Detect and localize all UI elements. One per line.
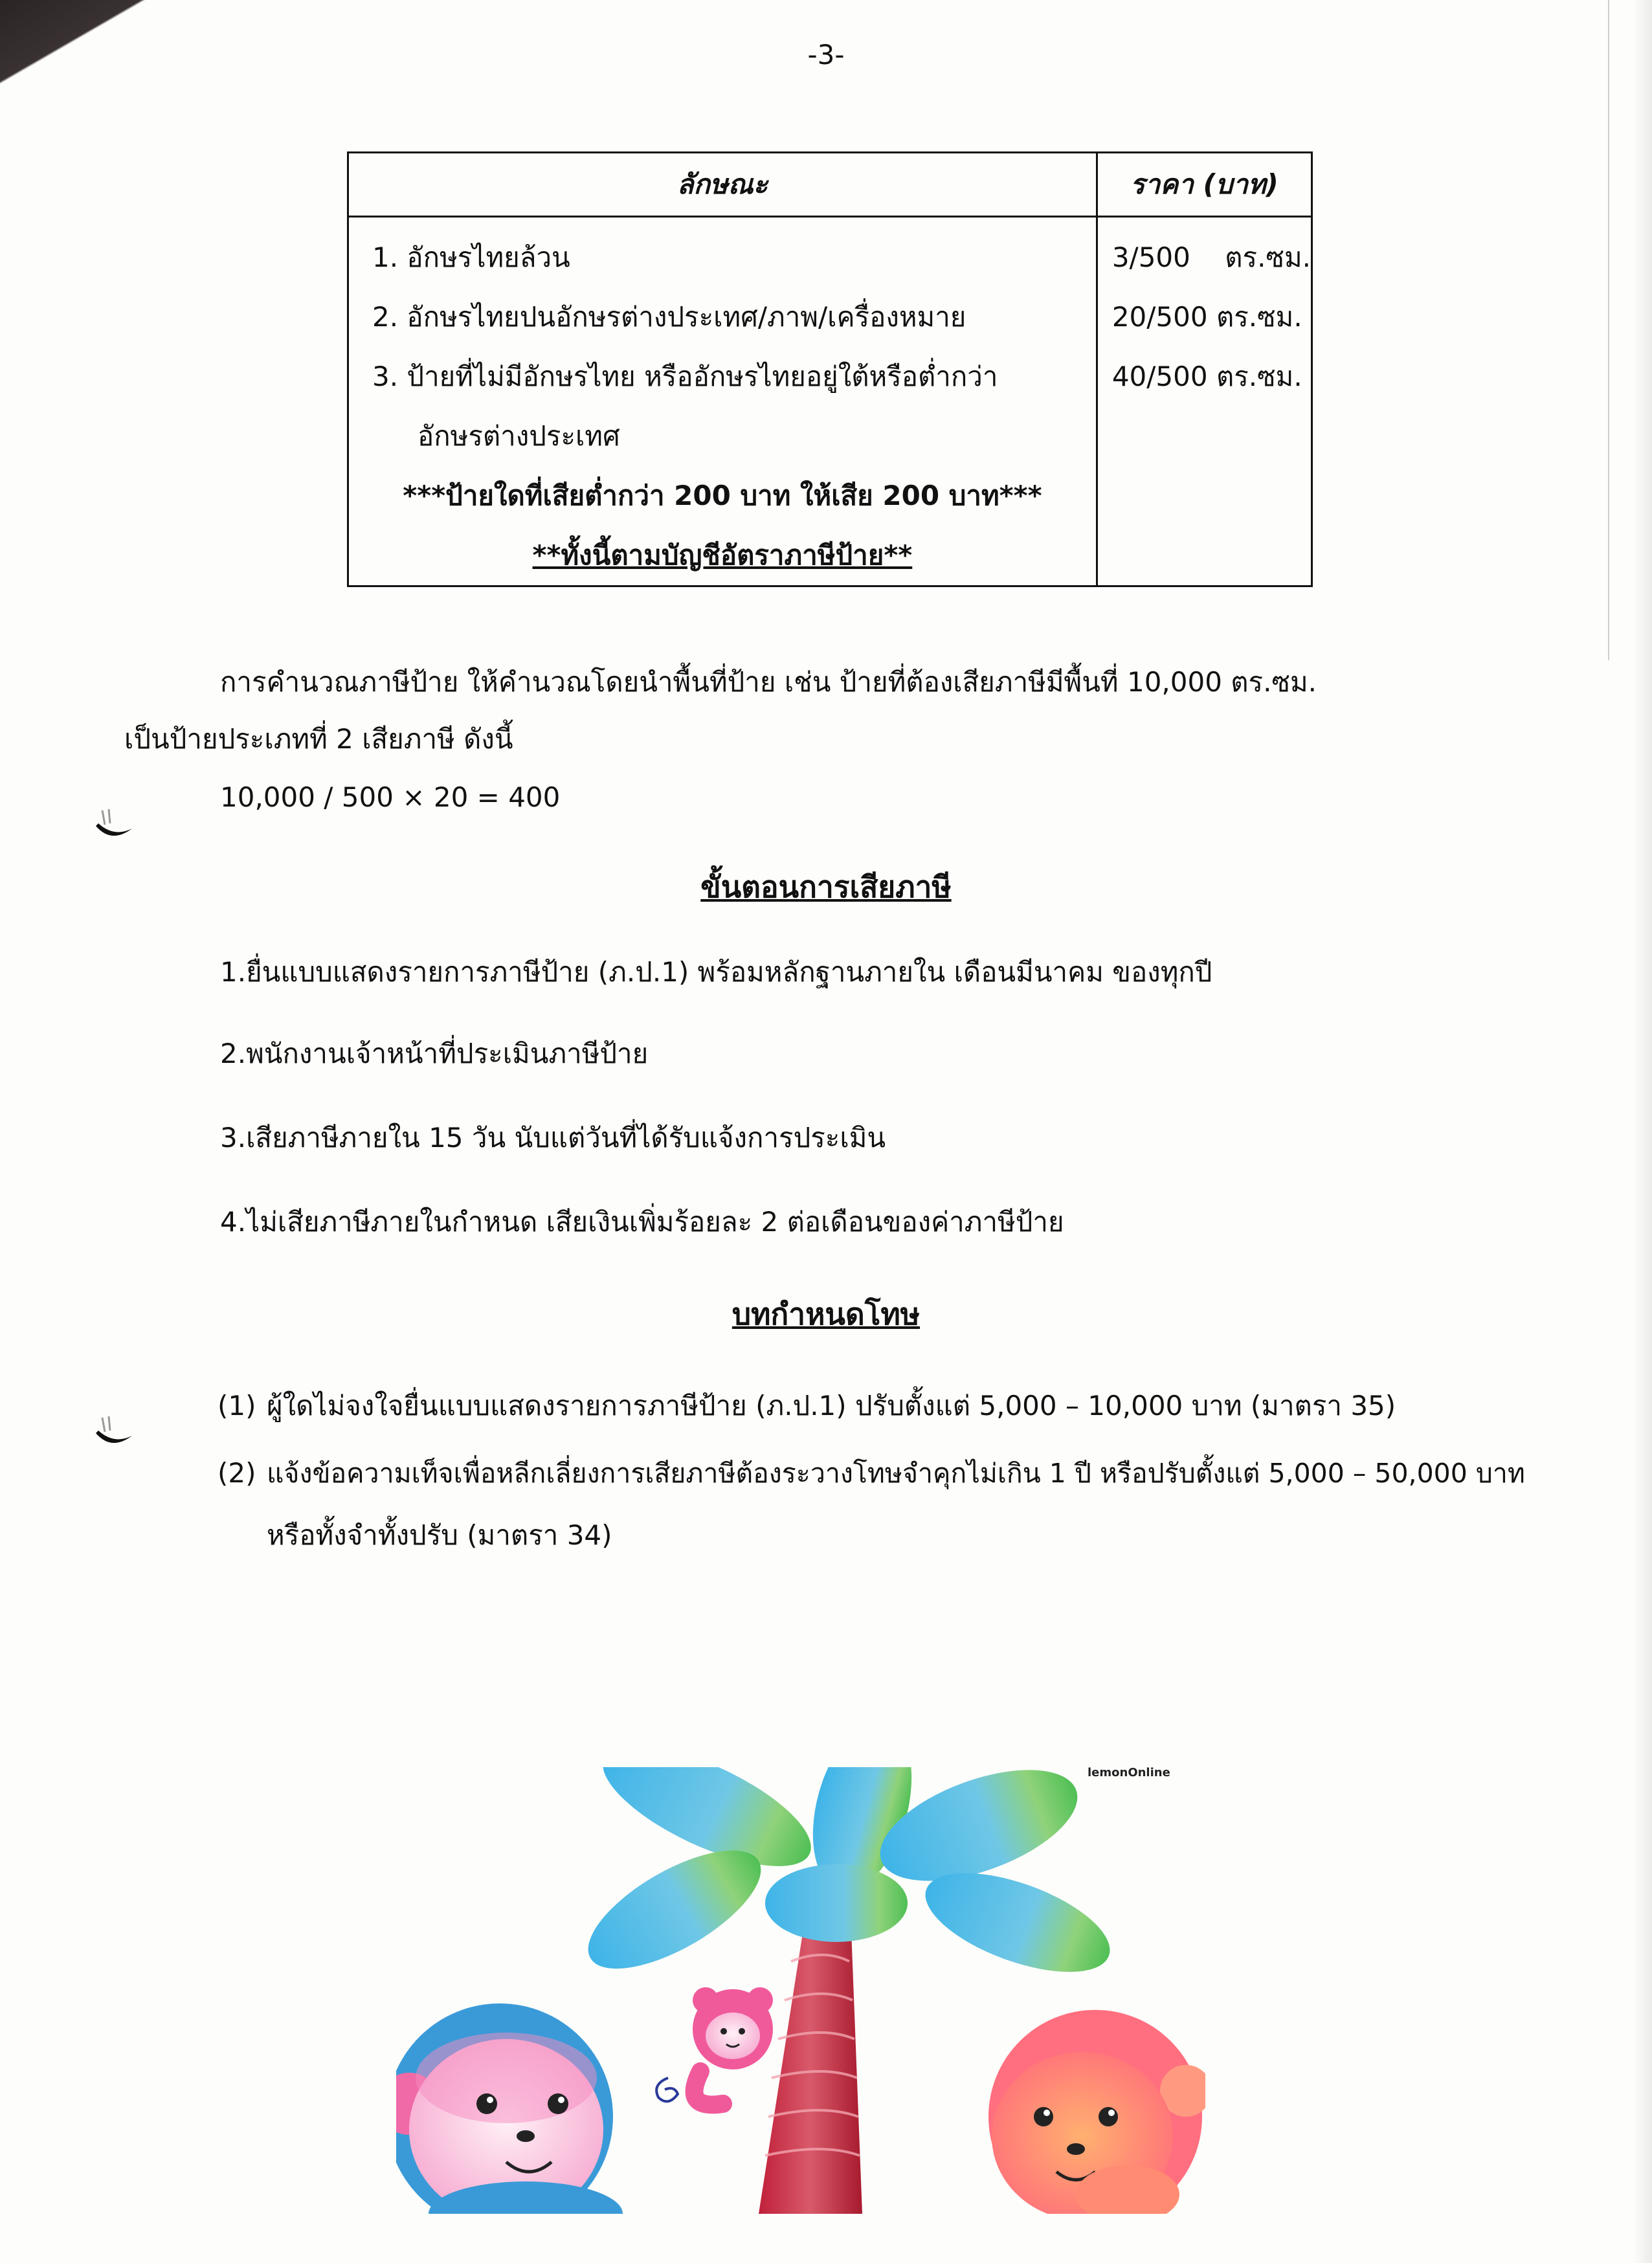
table-header-row [348,153,1312,217]
price-cell [1097,217,1312,586]
punch-hole-mark [92,807,137,847]
penalty-2-number: (2) [218,1457,256,1489]
punch-hole-mark [92,1414,137,1454]
calculation-line-2: เป็นป้ายประเภทที่ 2 เสียภาษี ดังนี้ [124,723,513,755]
small-monkey [656,1987,773,2104]
penalty-2-text: แจ้งข้อความเท็จเพื่อหลีกเลี่ยงการเสียภาษีต้องระวางโทษจำคุกไม่เกิน 1 ปี หรือปรับตั้งแต่ 5,000 – 50,000 บาท [267,1458,1525,1489]
monkeys-palm-illustration [396,1767,1205,2214]
reference-note [372,526,1096,585]
left-monkey [396,2003,623,2214]
price-row-1: 3/500 ตร.ซม. [1111,241,1311,273]
type-row-1: 1. อักษรไทยล้วน [372,241,570,273]
table-body-row [348,217,1312,586]
type-row-3-cont: อักษรต่างประเทศ [418,420,620,452]
calculation-formula: 10,000 / 500 × 20 = 400 [220,781,561,813]
penalty-2-text-cont: หรือทั้งจำทั้งปรับ (มาตรา 34) [267,1519,612,1551]
penalty-1-text: ผู้ใดไม่จงใจยื่นแบบแสดงรายการภาษีป้าย (ภ.ป.1) ปรับตั้งแต่ 5,000 – 10,000 บาท (มาตรา 35) [267,1390,1396,1421]
header-price: ราคา (บาท) [1097,153,1312,217]
reference-note-text: **ทั้งนี้ตามบัญชีอัตราภาษีป้าย** [532,539,913,571]
scan-fold-line [1608,0,1609,660]
scan-edge-shadow [1633,0,1652,2263]
type-row-3: 3. ป้ายที่ไม่มีอักษรไทย หรืออักษรไทยอยู่ใต้หรือต่ำกว่า [372,361,998,392]
type-cell [348,217,1097,586]
minimum-tax-note: ***ป้ายใดที่เสียต่ำกว่า 200 บาท ให้เสีย 200 บาท*** [403,480,1042,511]
penalty-heading: บทกำหนดโทษ [731,1297,921,1332]
illustration-logo: lemonOnline [1088,1766,1170,1779]
procedure-step-4: 4.ไม่เสียภาษีภายในกำหนด เสียเงินเพิ่มร้อยละ 2 ต่อเดือนของค่าภาษีป้าย [220,1206,1064,1238]
penalty-1-number: (1) [218,1390,256,1421]
price-row-3: 40/500 ตร.ซม. [1111,361,1302,392]
right-monkey [988,2010,1205,2214]
procedure-step-2: 2.พนักงานเจ้าหน้าที่ประเมินภาษีป้าย [220,1038,649,1069]
procedure-heading: ขั้นตอนการเสียภาษี [700,869,952,904]
procedure-step-3: 3.เสียภาษีภายใน 15 วัน นับแต่วันที่ได้รับแจ้งการประเมิน [220,1122,886,1154]
price-row-2: 20/500 ตร.ซม. [1111,301,1302,333]
page-number: -3- [807,39,845,71]
calculation-line-1: การคำนวณภาษีป้าย ให้คำนวณโดยนำพื้นที่ป้าย เช่น ป้ายที่ต้องเสียภาษีมีพื้นที่ 10,000 ตร.ซม. [220,666,1317,698]
header-type: ลักษณะ [348,153,1097,217]
procedure-step-1: 1.ยื่นแบบแสดงรายการภาษีป้าย (ภ.ป.1) พร้อมหลักฐานภายใน เดือนมีนาคม ของทุกปี [220,956,1212,988]
sign-tax-rate-table [347,151,1313,587]
type-row-2: 2. อักษรไทยปนอักษรต่างประเทศ/ภาพ/เครื่องหมาย [372,301,966,333]
